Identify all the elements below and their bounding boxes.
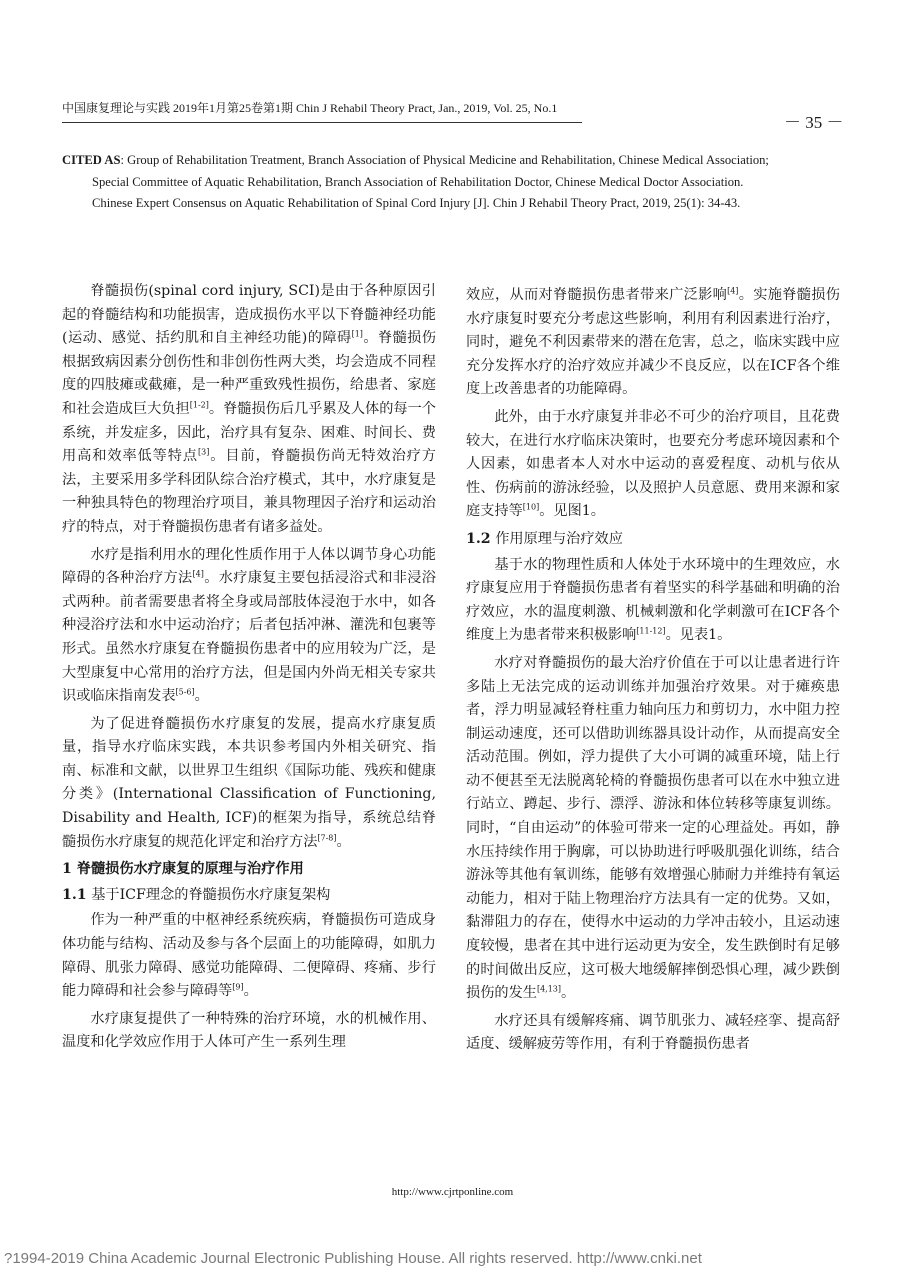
citation-text: : Group of Rehabilitation Treatment, Branch Association of Physical Medicine and Rehabilitation, Chinese Medical Association; Special Committee of Aquatic Rehabilitation, Branch Association of Rehabilitation Doctor, Chinese Medical Doctor Association. Chinese Expert Consensus on Aquatic Rehabilitation of Spinal Cord Injury [J]. Chin J Rehabil Theory Pract, 2019, 25(1): 34-43.	[92, 153, 769, 210]
citation-ref: [4]	[727, 286, 739, 296]
paragraph: 作为一种严重的中枢神经系统疾病，脊髓损伤可造成身体功能与结构、活动及参与各个层面上的功能障碍，如肌力障碍、肌张力障碍、感觉功能障碍、二便障碍、疼痛、步行能力障碍和社会参与障碍等[9]。	[62, 912, 436, 1000]
left-column	[62, 280, 436, 1059]
footer-url: http://www.cjrtponline.com	[391, 1186, 514, 1198]
subsection-heading: 1.1 基于ICF理念的脊髓损伤水疗康复架构	[62, 886, 331, 903]
section-heading: 1 脊髓损伤水疗康复的原理与治疗作用	[62, 861, 304, 878]
right-column	[466, 284, 840, 1061]
citation-ref: [4,13]	[536, 984, 562, 994]
paragraph: 为了促进脊髓损伤水疗康复的发展，提高水疗康复质量，指导水疗临床实践，本共识参考国内外相关研究、指南、标准和文献，以世界卫生组织《国际功能、残疾和健康分类》(International Classification of Functioning, Disability and Health, ICF)的框架为指导，系统总结脊髓损伤水疗康复的规范化评定和治疗方法[7-8]。	[62, 715, 436, 850]
running-header: 中国康复理论与实践 2019年1月第25卷第1期 Chin J Rehabil Theory Pract, Jan., 2019, Vol. 25, No.1	[62, 101, 558, 115]
paragraph: 水疗是指利用水的理化性质作用于人体以调节身心功能障碍的各种治疗方法[4]。水疗康复主要包括浸浴式和非浸浴式两种。前者需要患者将全身或局部肢体浸泡于水中，如各种浸浴疗法和水中运动治疗；后者包括冲淋、灌洗和包裹等形式。虽然水疗康复在脊髓损伤患者中的应用较为广泛，是大型康复中心常用的治疗方法，但是国内外尚无相关专家共识或临床指南发表[5-6]。	[62, 546, 436, 705]
citation-ref: [5-6]	[175, 687, 195, 697]
paragraph: 水疗康复提供了一种特殊的治疗环境，水的机械作用、温度和化学效应作用于人体可产生一系列生理	[62, 1010, 436, 1051]
citation-ref: [4]	[192, 569, 204, 579]
citation-ref: [1]	[351, 329, 363, 339]
citation-ref: [9]	[232, 982, 244, 992]
citation-label: CITED AS	[62, 153, 121, 167]
copyright-watermark: ?1994-2019 China Academic Journal Electronic Publishing House. All rights reserved. http://www.cnki.net	[4, 1250, 702, 1267]
paragraph: 基于水的物理性质和人体处于水环境中的生理效应，水疗康复应用于脊髓损伤患者有着坚实的科学基础和明确的治疗效应，水的温度刺激、机械刺激和化学刺激可在ICF各个维度上为患者带来积极影响[11-12]。见表1。	[466, 556, 840, 644]
paragraph: 水疗对脊髓损伤的最大治疗价值在于可以让患者进行许多陆上无法完成的运动训练并加强治疗效果。对于瘫痪患者，浮力明显减轻脊柱重力轴向压力和剪切力，水中阻力控制运动速度，还可以借助训练器具设计动作，从而提高安全活动范围。例如，浮力提供了大小可调的减重环境，陆上行动不便甚至无法脱离轮椅的脊髓损伤患者可以在水中独立进行站立、蹲起、步行、漂浮、游泳和体位转移等康复训练。同时，“自由运动”的体验可带来一定的心理益处。再如，静水压持续作用于胸廓，可以协助进行呼吸肌强化训练，结合游泳等其他有氧训练，能够有效增强心肺耐力并维持有氧运动能力，相对于陆上物理治疗方法具有一定的优势。又如，黏滞阻力的存在，使得水中运动的力学冲击较小，且运动速度较慢，患者在其中进行运动更为安全，发生跌倒时有足够的时间做出反应，这可极大地缓解摔倒恐惧心理，减少跌倒损伤的发生[4,13]。	[466, 654, 840, 1002]
paragraph: 此外，由于水疗康复并非必不可少的治疗项目，且花费较大，在进行水疗临床决策时，也要充分考虑环境因素和个人因素，如患者本人对水中运动的喜爱程度、动机与依从性、伤病前的游泳经验，以及照护人员意愿、费用来源和家庭支持等[10]。见图1。	[466, 408, 840, 520]
paragraph: 效应，从而对脊髓损伤患者带来广泛影响[4]。实施脊髓损伤水疗康复时要充分考虑这些影响，利用有利因素进行治疗，同时，避免不利因素带来的潜在危害，总之，临床实践中应充分发挥水疗的治疗效应并减少不良反应，以在ICF各个维度上改善患者的功能障碍。	[466, 286, 840, 398]
paragraph: 水疗还具有缓解疼痛、调节肌张力、减轻痉挛、提高舒适度、缓解疲劳等作用，有利于脊髓损伤患者	[466, 1012, 840, 1053]
subsection-heading: 1.2 作用原理与治疗效应	[466, 530, 623, 547]
citation-block	[62, 150, 772, 215]
page-number: － 35 －	[784, 113, 844, 132]
header-rule	[62, 122, 582, 123]
citation-ref: [11-12]	[636, 626, 666, 636]
citation-ref: [7-8]	[317, 832, 337, 842]
paragraph: 脊髓损伤(spinal cord injury, SCI)是由于各种原因引起的脊髓结构和功能损害，造成损伤水平以下脊髓神经功能(运动、感觉、括约肌和自主神经功能)的障碍[1]。脊髓损伤根据致病因素分创伤性和非创伤性两大类，均会造成不同程度的四肢瘫或截瘫，是一种严重致残性损伤，给患者、家庭和社会造成巨大负担[1-2]。脊髓损伤后几乎累及人体的每一个系统，并发症多，因此，治疗具有复杂、困难、时间长、费用高和效率低等特点[3]。目前，脊髓损伤尚无特效治疗方法，主要采用多学科团队综合治疗模式，其中，水疗康复是一种独具特色的物理治疗项目，兼具物理因子治疗和运动治疗的特点，对于脊髓损伤患者有诸多益处。	[62, 283, 436, 535]
citation-ref: [1-2]	[189, 400, 209, 410]
citation-ref: [3]	[198, 447, 210, 457]
citation-ref: [10]	[522, 502, 540, 512]
